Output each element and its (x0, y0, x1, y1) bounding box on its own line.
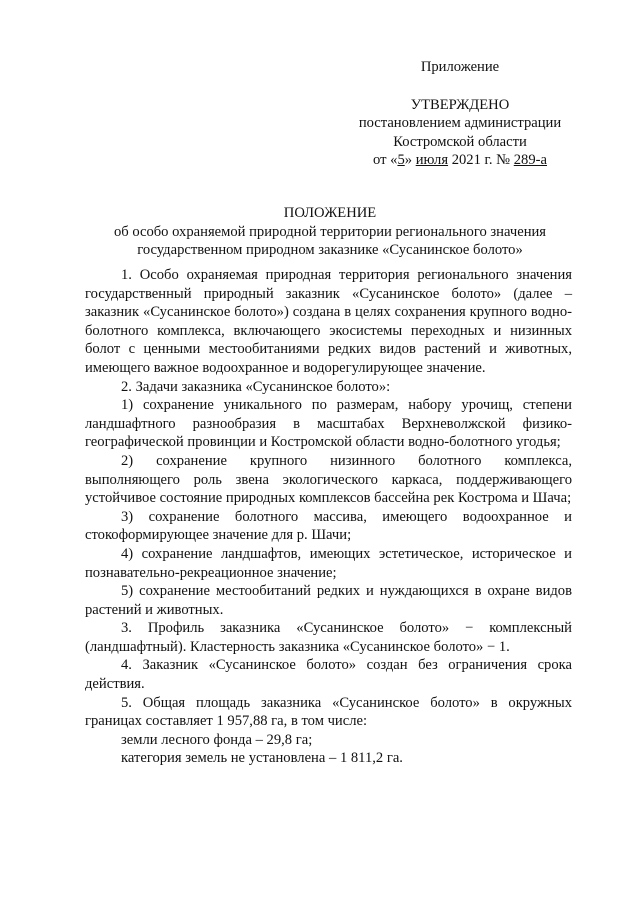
paragraph: 3. Профиль заказника «Сусанинское болото» − комплексный (ландшафтный). Кластерность заказника «Сусанинское болото» − 1. (85, 620, 572, 655)
resolution-date: от «5» июля 2021 г. № 289-а (373, 152, 547, 168)
list-item: 3) сохранение болотного массива, имеющего водоохранное и стокоформирующее значение для р. Шачи; (85, 508, 572, 544)
list-item: 5) сохранение местообитаний редких и нуждающихся в охране видов растений и животных. (85, 583, 572, 618)
approval-block (340, 58, 580, 170)
list-item: 2) сохранение крупного низинного болотного комплекса, выполняющего роль звена экологического каркаса, поддерживающего устойчивое состояние природных комплексов бассейна рек Кострома и Шача; (85, 452, 572, 507)
date-day: 5 (397, 152, 405, 168)
title-heading: ПОЛОЖЕНИЕ (283, 205, 377, 221)
paragraph: 4. Заказник «Сусанинское болото» создан без ограничения срока действия. (85, 657, 572, 693)
resolution-number: 289-а (513, 152, 547, 168)
paragraph: 2. Задачи заказника «Сусанинское болото»: (121, 378, 391, 395)
paragraph: 5. Общая площадь заказника «Сусанинское болото» в окружных границах составляет 1 957,88 га, в том числе: (85, 694, 572, 730)
region-label: Костромской области (393, 133, 527, 150)
title-line-2: государственном природном заказнике «Сусанинское болото» (137, 242, 523, 258)
title-line-1: об особо охраняемой природной территории регионального значения (113, 223, 547, 240)
list-item: 1) сохранение уникального по размерам, набору урочищ, степени ландшафтного разнообразия в масштабах Верхневолжской физико-географической провинции и Костромской области водно-болотного угодья; (85, 397, 572, 451)
paragraph: 1. Особо охраняемая природная территория регионального значения государственный природный заказник «Сусанинское болото» (далее – заказник «Сусанинское болото») создана в целях сохранения крупного водно-болотного комплекса, включающего экосистемы переходных и низинных болот с ценными местообитаниями редких видов растений и животных, имеющего важное водоохранное и водорегулирующее значение. (85, 267, 572, 376)
area-line: категория земель не установлена – 1 811,2 га. (121, 750, 403, 767)
date-month: июля (415, 152, 449, 168)
list-item: 4) сохранение ландшафтов, имеющих эстетическое, историческое и познавательно-рекреационное значение; (85, 545, 572, 581)
appendix-label: Приложение (420, 59, 500, 75)
document-title (80, 204, 580, 260)
approved-label: УТВЕРЖДЕНО (410, 96, 510, 113)
resolution-label: постановлением администрации (358, 115, 562, 131)
area-line: земли лесного фонда – 29,8 га; (121, 731, 313, 748)
document-body (85, 266, 572, 768)
